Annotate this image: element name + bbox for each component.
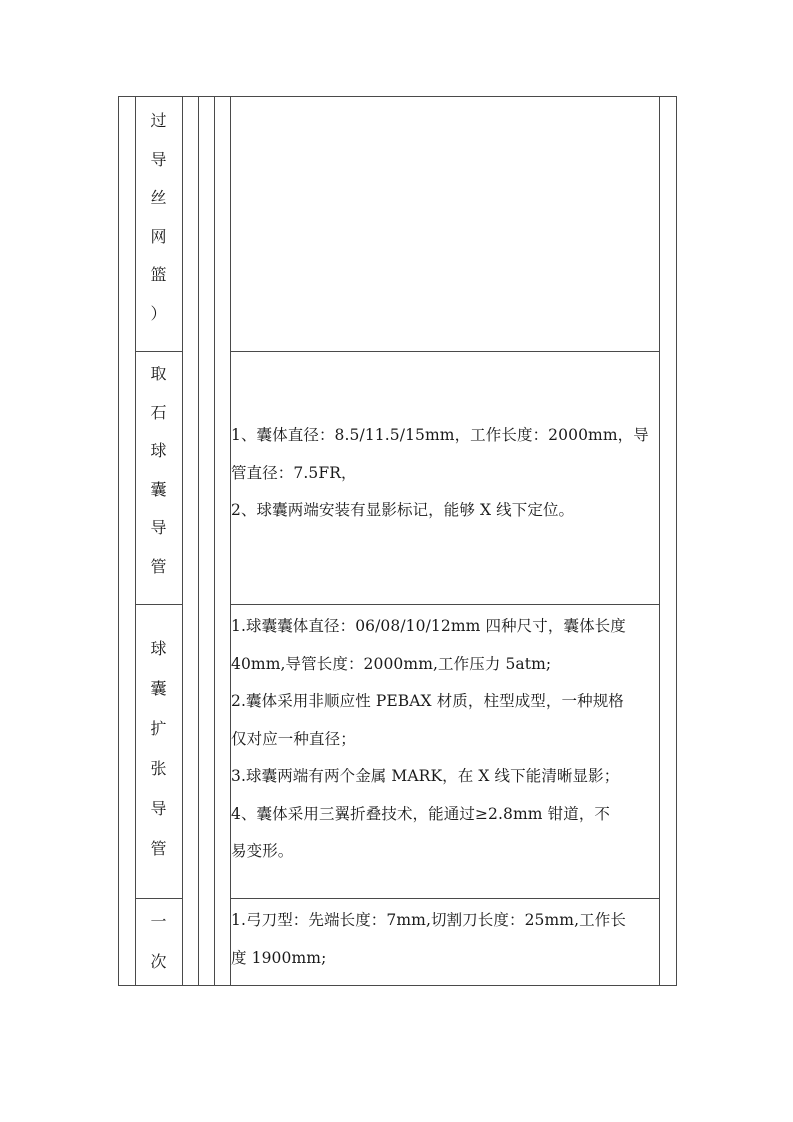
- spec-cell: [231, 902, 659, 977]
- spec-line: 仅对应一种直径；: [231, 729, 356, 748]
- table-row: [135, 898, 182, 985]
- table-row: [135, 604, 182, 898]
- spec-line: 2、球囊两端安装有显影标记，能够 X 线下定位。: [231, 501, 575, 519]
- spec-cell: [231, 608, 659, 871]
- spec-line: 1、囊体直径：8.5/11.5/15mm，工作长度：2000mm，导: [231, 426, 649, 444]
- spec-line: 3.球囊两端有两个金属 MARK，在 X 线下能清晰显影；: [231, 767, 620, 785]
- table-border-bottom: [118, 985, 677, 986]
- spec-line: 2.囊体采用非顺应性 PEBAX 材质，柱型成型，一种规格: [231, 692, 624, 710]
- table-row-divider: [230, 898, 660, 899]
- table-row: [135, 96, 182, 351]
- spec-line: 4、囊体采用三翼折叠技术，能通过≥2.8mm 钳道，不: [231, 804, 611, 823]
- table-row: [135, 351, 182, 604]
- spec-line: 管直径：7.5FR，: [231, 463, 357, 482]
- table-border-left: [118, 96, 119, 986]
- product-name-cell: 一 次: [150, 912, 167, 971]
- spec-line: 度 1900mm;: [231, 948, 327, 967]
- table-grid-line: [659, 96, 660, 986]
- table-grid-line: [214, 96, 215, 986]
- table-grid-line: [198, 96, 199, 986]
- table-row-divider: [230, 604, 660, 605]
- table-row-divider: [230, 351, 660, 352]
- product-name-cell: 球 囊 扩 张 导 管: [150, 639, 167, 858]
- spec-line: 40mm,导管长度：2000mm,工作压力 5atm;: [231, 654, 552, 673]
- table-border-top: [118, 96, 677, 97]
- spec-cell: [231, 417, 659, 530]
- spec-table: [118, 96, 677, 986]
- spec-line: 1.弓刀型：先端长度：7mm,切割刀长度：25mm,工作长: [231, 911, 626, 929]
- product-name-cell: 过 导 丝 网 篮 ）: [150, 111, 167, 323]
- table-border-right: [676, 96, 677, 986]
- spec-line: 1.球囊囊体直径：06/08/10/12mm 四种尺寸，囊体长度: [231, 617, 626, 635]
- table-grid-line: [182, 96, 183, 986]
- product-name-cell: 取 石 球 囊 导 管: [150, 364, 167, 576]
- spec-line: 易变形。: [231, 842, 294, 860]
